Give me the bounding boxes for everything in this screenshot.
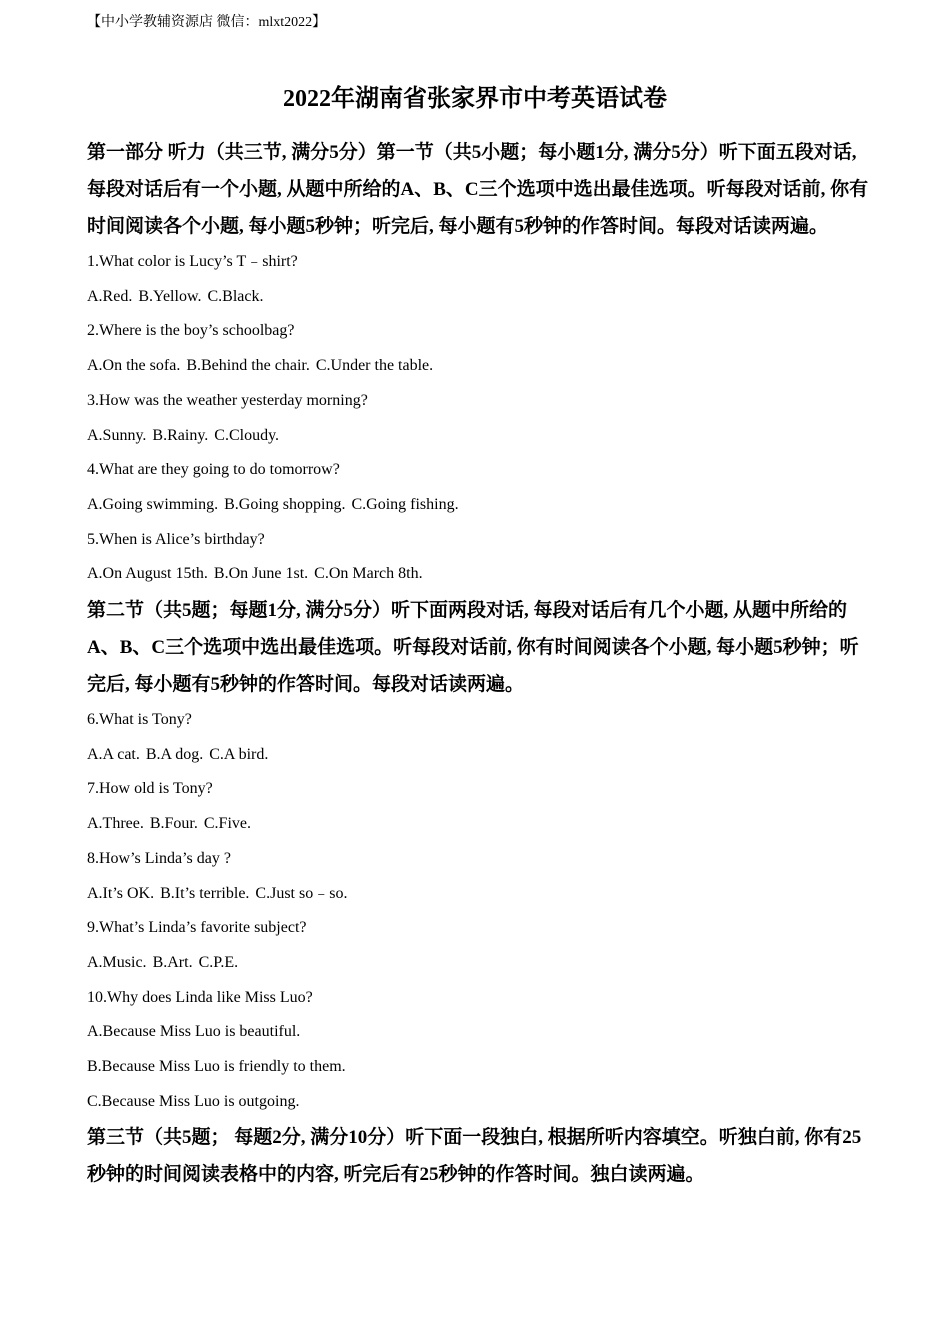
exam-content xyxy=(87,134,872,1193)
option: A.Going swimming. xyxy=(87,495,219,513)
header-note: 【中小学教辅资源店 微信：mlxt2022】 xyxy=(87,15,327,30)
question-3: 3.How was the weather yesterday morning? xyxy=(87,391,368,409)
question-10-option-a: A.Because Miss Luo is beautiful. xyxy=(87,1023,301,1041)
option: A.A cat. xyxy=(87,745,140,763)
option: C.Cloudy. xyxy=(214,426,280,444)
question-8: 8.How’s Linda’s day ? xyxy=(87,849,231,867)
option: B.Art. xyxy=(152,953,193,971)
option: C.On March 8th. xyxy=(314,565,423,583)
option: B.On June 1st. xyxy=(213,565,309,583)
option: B.Rainy. xyxy=(152,426,209,444)
question-1-options xyxy=(87,280,872,315)
option: B.Going shopping. xyxy=(224,495,346,513)
question-3-options xyxy=(87,419,872,454)
question-1: 1.What color is Lucy’s T﹣shirt? xyxy=(87,253,298,270)
part1-instruction: 第一部分 听力（共三节, 满分5分）第一节（共5小题；每小题1分, 满分5分）听下面五段对话, 每段对话后有一个小题, 从题中所给的A、B、C三个选项中选出最佳选项。听每段对话前, 你有时间阅读各个小题, 每小题5秒钟；听完后, 每小题有5秒钟的作答时间。每段对话读两遍。 xyxy=(87,142,869,237)
option: A.On the sofa. xyxy=(87,357,181,375)
section2-instruction: 第二节（共5题；每题1分, 满分5分）听下面两段对话, 每段对话后有几个小题, 从题中所给的A、B、C三个选项中选出最佳选项。听每段对话前, 你有时间阅读各个小题, 每小题5秒钟；听完后, 每小题有5秒钟的作答时间。每段对话读两遍。 xyxy=(87,600,859,696)
question-10-option-c: C.Because Miss Luo is outgoing. xyxy=(87,1092,300,1110)
option: B.It’s terrible. xyxy=(160,884,250,902)
option: B.Behind the chair. xyxy=(186,357,310,375)
question-4-options xyxy=(87,488,872,523)
question-9-options xyxy=(87,946,872,981)
option: C.Going fishing. xyxy=(351,495,459,513)
option: A.Three. xyxy=(87,815,144,833)
question-10-option-b: B.Because Miss Luo is friendly to them. xyxy=(87,1058,346,1076)
question-7-options xyxy=(87,807,872,842)
option: A.Sunny. xyxy=(87,426,147,444)
question-5-options xyxy=(87,557,872,592)
question-6-options xyxy=(87,738,872,773)
question-4: 4.What are they going to do tomorrow? xyxy=(87,461,340,479)
option: B.Four. xyxy=(149,815,198,833)
option: C.A bird. xyxy=(209,745,269,763)
question-2-options xyxy=(87,349,872,384)
option: A.It’s OK. xyxy=(87,884,155,902)
page-title: 2022年湖南省张家界市中考英语试卷 xyxy=(283,86,667,112)
question-7: 7.How old is Tony? xyxy=(87,780,213,798)
option: A.Red. xyxy=(87,287,133,305)
option: A.Music. xyxy=(87,953,147,971)
question-9: 9.What’s Linda’s favorite subject? xyxy=(87,919,307,937)
option: C.Five. xyxy=(203,815,251,833)
option: C.P.E. xyxy=(198,953,239,971)
section3-instruction: 第三节（共5题； 每题2分, 满分10分）听下面一段独白, 根据所听内容填空。听独白前, 你有25秒钟的时间阅读表格中的内容, 听完后有25秒钟的作答时间。独白读两遍。 xyxy=(87,1127,862,1186)
question-6: 6.What is Tony? xyxy=(87,711,192,729)
option: C.Under the table. xyxy=(315,357,434,375)
question-8-options xyxy=(87,877,872,912)
option: A.On August 15th. xyxy=(87,565,208,583)
question-10: 10.Why does Linda like Miss Luo? xyxy=(87,988,313,1006)
option: C.Just so﹣so. xyxy=(255,884,348,902)
option: B.Yellow. xyxy=(138,287,202,305)
option: B.A dog. xyxy=(145,745,204,763)
question-2: 2.Where is the boy’s schoolbag? xyxy=(87,322,295,340)
option: C.Black. xyxy=(207,287,264,305)
question-5: 5.When is Alice’s birthday? xyxy=(87,530,265,548)
